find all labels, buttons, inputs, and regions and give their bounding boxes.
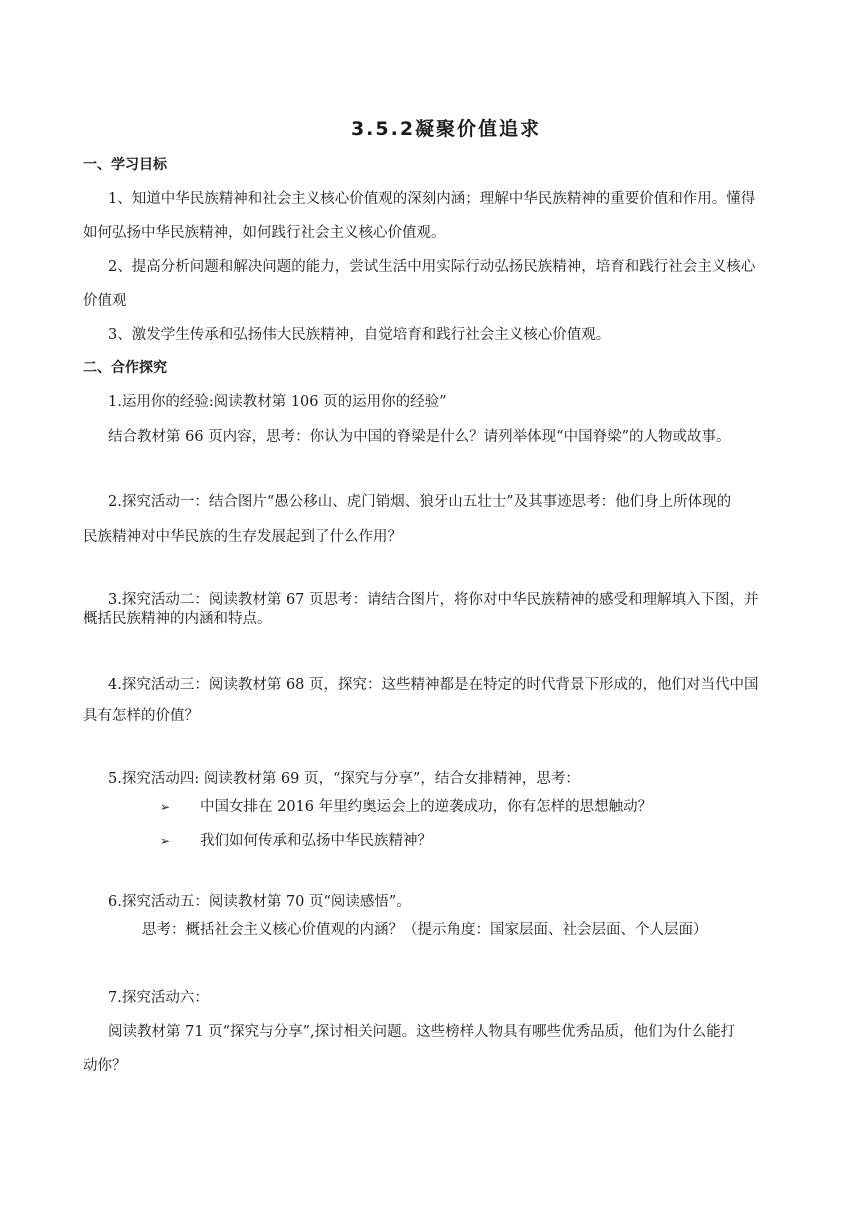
goal-3-line-1: 3、激发学生传承和弘扬伟大民族精神，自觉培育和践行社会主义核心价值观。 [108, 327, 611, 343]
question-4-line-1: 4.探究活动三：阅读教材第 68 页，探究：这些精神都是在特定的时代背景下形成的，他们对当代中国 [108, 677, 759, 693]
question-2-line-2: 民族精神对中华民族的生存发展起到了什么作用？ [83, 529, 402, 545]
question-1-line-2: 结合教材第 66 页内容，思考：你认为中国的脊梁是什么？请列举体现“中国脊梁”的人物或故事。 [108, 429, 731, 445]
question-5-bullet-2-text: 我们如何传承和弘扬中华民族精神？ [200, 833, 432, 849]
goal-2-line-2: 价值观 [83, 293, 127, 309]
question-5-bullet-1-text: 中国女排在 2016 年里约奥运会上的逆袭成功，你有怎样的思想触动？ [200, 799, 653, 815]
section-heading-cooperative-inquiry: 二、合作探究 [83, 360, 167, 376]
question-3-line-2: 概括民族精神的内涵和特点。 [83, 611, 272, 627]
question-2-line-1: 2.探究活动一：结合图片“愚公移山、虎门销烟、狼牙山五壮士”及其事迹思考：他们身上所体现的 [108, 494, 732, 510]
question-7-line-3: 动你？ [83, 1058, 127, 1074]
question-5-line-1: 5.探究活动四: 阅读教材第 69 页，“探究与分享”，结合女排精神，思考： [108, 771, 580, 787]
question-6-line-1: 6.探究活动五：阅读教材第 70 页“阅读感悟”。 [108, 894, 411, 910]
goal-1-line-2: 如何弘扬中华民族精神，如何践行社会主义核心价值观。 [83, 225, 446, 241]
arrow-bullet-icon: ➢ [160, 800, 171, 814]
arrow-bullet-icon: ➢ [160, 834, 171, 848]
document-title: 3.5.2凝聚价值追求 [350, 118, 542, 140]
question-4-line-2: 具有怎样的价值？ [83, 708, 199, 724]
question-7-line-1: 7.探究活动六： [108, 990, 209, 1006]
question-5-bullet-1 [160, 797, 652, 817]
goal-2-line-1: 2、提高分析问题和解决问题的能力，尝试生活中用实际行动弘扬民族精神，培育和践行社会主义核心 [108, 259, 756, 275]
question-1-line-1: 1.运用你的经验:阅读教材第 106 页的运用你的经验” [108, 394, 447, 410]
question-5-bullet-2 [160, 831, 432, 851]
question-6-line-2: 思考：概括社会主义核心价值观的内涵？（提示角度：国家层面、社会层面、个人层面） [142, 922, 708, 938]
question-7-line-2: 阅读教材第 71 页“探究与分享”,探讨相关问题。这些榜样人物具有哪些优秀品质，他们为什么能打 [108, 1024, 736, 1040]
section-heading-learning-goals: 一、学习目标 [83, 157, 167, 173]
goal-1-line-1: 1、知道中华民族精神和社会主义核心价值观的深刻内涵；理解中华民族精神的重要价值和作用。懂得 [108, 191, 756, 207]
question-3-line-1: 3.探究活动二：阅读教材第 67 页思考：请结合图片，将你对中华民族精神的感受和理解填入下图，并 [108, 592, 759, 608]
